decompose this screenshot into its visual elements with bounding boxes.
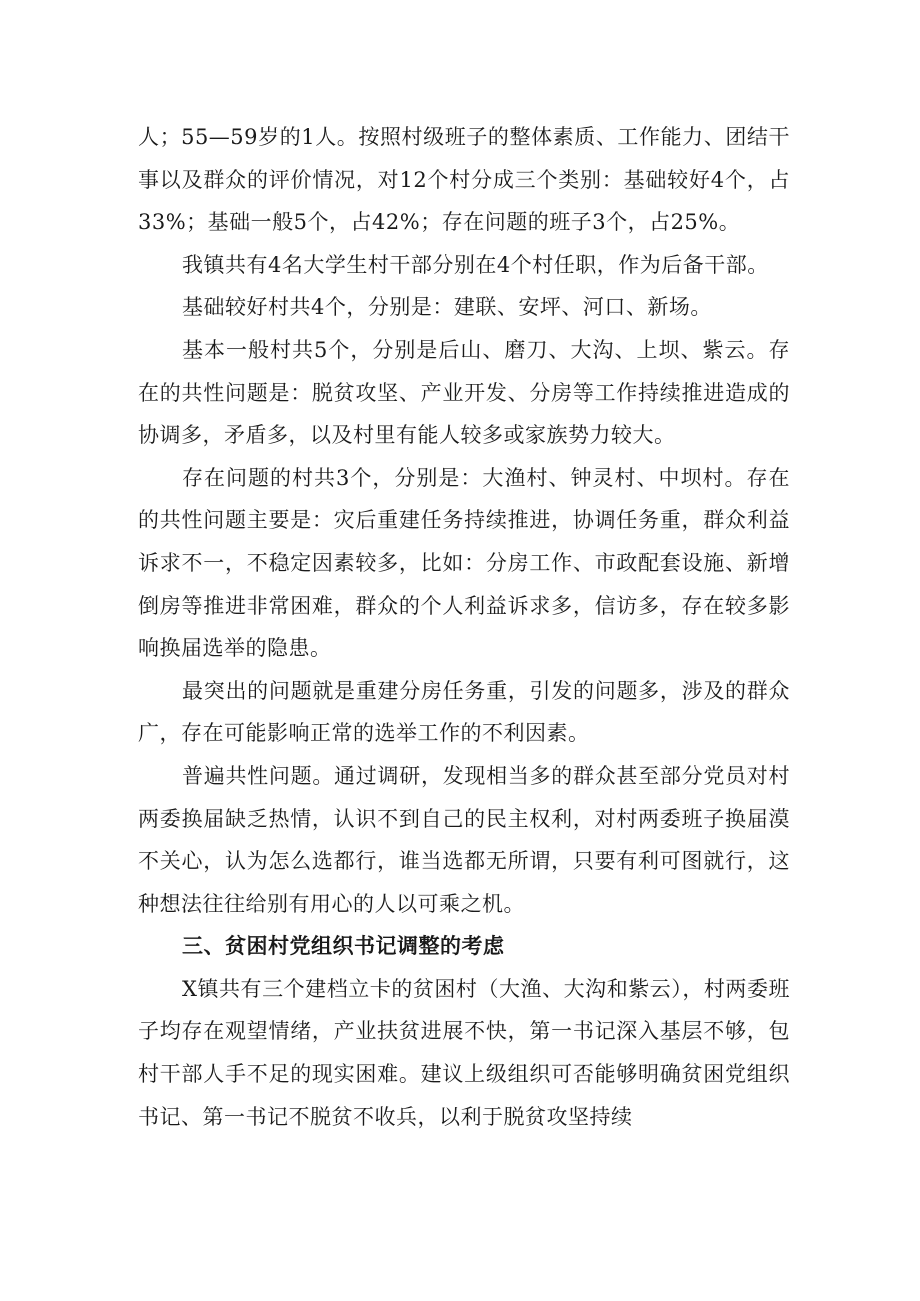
paragraph-poverty-villages: X镇共有三个建档立卡的贫困村（大渔、大沟和紫云），村两委班子均存在观望情绪，产业扶贫进展不快，第一书记深入基层不够，包村干部人手不足的现实困难。建议上级组织可否能够明确贫困党组织书记、第一书记不脱贫不收兵，以利于脱贫攻坚持续 <box>138 976 790 1129</box>
paragraph-prominent-issue: 最突出的问题就是重建分房任务重，引发的问题多，涉及的群众广，存在可能影响正常的选举工作的不利因素。 <box>138 678 790 746</box>
section-heading: 三、贫困村党组织书记调整的考虑 <box>182 934 505 959</box>
paragraph-good-villages: 基础较好村共4个，分别是：建联、安坪、河口、新场。 <box>182 295 712 320</box>
paragraph-problem-villages: 存在问题的村共3个，分别是：大渔村、钟灵村、中坝村。存在的共性问题主要是：灾后重建任务持续推进，协调任务重，群众利益诉求不一，不稳定因素较多，比如：分房工作、市政配套设施、新增倒房等推进非常困难，群众的个人利益诉求多，信访多，存在较多影响换届选举的隐患。 <box>138 465 790 661</box>
paragraph-average-villages: 基本一般村共5个，分别是后山、磨刀、大沟、上坝、紫云。存在的共性问题是：脱贫攻坚、产业开发、分房等工作持续推进造成的协调多，矛盾多，以及村里有能人较多或家族势力较大。 <box>138 337 790 448</box>
paragraph-common-issues: 普遍共性问题。通过调研，发现相当多的群众甚至部分党员对村两委换届缺乏热情，认识不到自己的民主权利，对村两委班子换届漠不关心，认为怎么选都行，谁当选都无所谓，只要有利可图就行，这种想法往往给别有用心的人以可乘之机。 <box>138 763 790 916</box>
document-page <box>138 116 790 1138</box>
paragraph-category-summary: 人；55—59岁的1人。按照村级班子的整体素质、工作能力、团结干事以及群众的评价情况，对12个村分成三个类别：基础较好4个，占33%；基础一般5个，占42%；存在问题的班子3个，占25%。 <box>138 125 790 235</box>
paragraph-student-cadres: 我镇共有4名大学生村干部分别在4个村任职，作为后备干部。 <box>182 252 769 277</box>
